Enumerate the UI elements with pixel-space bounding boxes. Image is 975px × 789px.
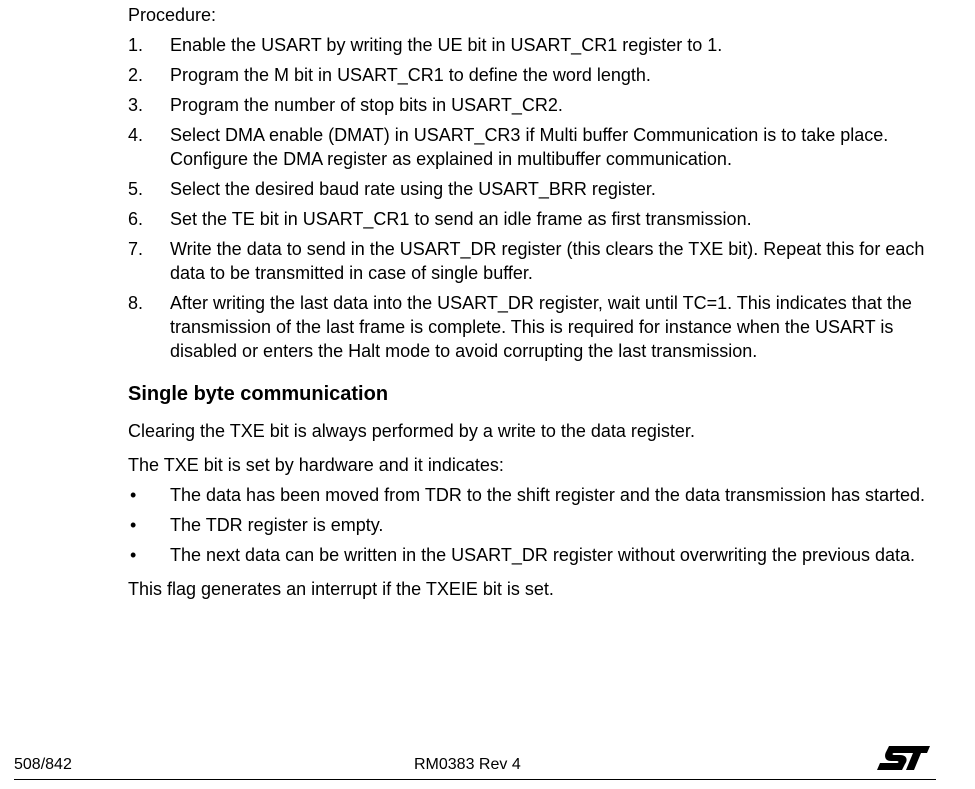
logo-letter-t <box>906 746 930 770</box>
bullet-item <box>128 513 940 537</box>
procedure-step <box>128 93 940 117</box>
step-number: 7. <box>128 239 144 259</box>
step-number: 1. <box>128 35 144 55</box>
step-text: Select DMA enable (DMAT) in USART_CR3 if Multi buffer Communication is to take place. Configure the DMA register as explained in multibuffer communication. <box>170 125 889 169</box>
paragraph: This flag generates an interrupt if the TXEIE bit is set. <box>128 579 554 599</box>
section-heading: Single byte communication <box>128 383 389 405</box>
document-body <box>128 3 940 611</box>
step-text: After writing the last data into the USART_DR register, wait until TC=1. This indicates that the transmission of the last frame is complete. This is required for instance when the USART is disabled or enters the Halt mode to avoid corrupting the last transmission. <box>170 293 912 361</box>
step-text: Program the number of stop bits in USART_CR2. <box>170 95 563 115</box>
procedure-step <box>128 291 940 363</box>
step-number: 6. <box>128 209 144 229</box>
step-number: 5. <box>128 179 144 199</box>
bullet-text: The next data can be written in the USART_DR register without overwriting the previous data. <box>170 545 916 565</box>
step-text: Select the desired baud rate using the USART_BRR register. <box>170 179 656 199</box>
procedure-step <box>128 63 940 87</box>
procedure-steps <box>128 33 940 363</box>
document-id: RM0383 Rev 4 <box>414 756 521 773</box>
step-text: Set the TE bit in USART_CR1 to send an idle frame as first transmission. <box>170 209 752 229</box>
bullet-symbol: • <box>130 515 137 535</box>
bullet-item <box>128 543 940 567</box>
bullet-item <box>128 483 940 507</box>
page-footer <box>14 743 936 780</box>
step-number: 8. <box>128 293 144 313</box>
page-number: 508/842 <box>14 756 72 773</box>
procedure-step <box>128 207 940 231</box>
paragraph: Clearing the TXE bit is always performed by a write to the data register. <box>128 421 695 441</box>
step-number: 2. <box>128 65 144 85</box>
step-text: Write the data to send in the USART_DR register (this clears the TXE bit). Repeat this for each data to be transmitted in case of single buffer. <box>170 239 925 283</box>
st-logo-icon <box>875 743 931 773</box>
procedure-step <box>128 237 940 285</box>
bullet-text: The data has been moved from TDR to the shift register and the data transmission has started. <box>170 485 926 505</box>
paragraph: The TXE bit is set by hardware and it indicates: <box>128 455 504 475</box>
bullet-symbol: • <box>130 485 137 505</box>
step-text: Enable the USART by writing the UE bit in USART_CR1 register to 1. <box>170 35 723 55</box>
step-number: 4. <box>128 125 144 145</box>
step-number: 3. <box>128 95 144 115</box>
procedure-title: Procedure: <box>128 5 217 25</box>
bullet-symbol: • <box>130 545 137 565</box>
procedure-step <box>128 177 940 201</box>
bullet-list <box>128 483 940 567</box>
procedure-step <box>128 123 940 171</box>
step-text: Program the M bit in USART_CR1 to define the word length. <box>170 65 651 85</box>
procedure-step <box>128 33 940 57</box>
bullet-text: The TDR register is empty. <box>170 515 384 535</box>
